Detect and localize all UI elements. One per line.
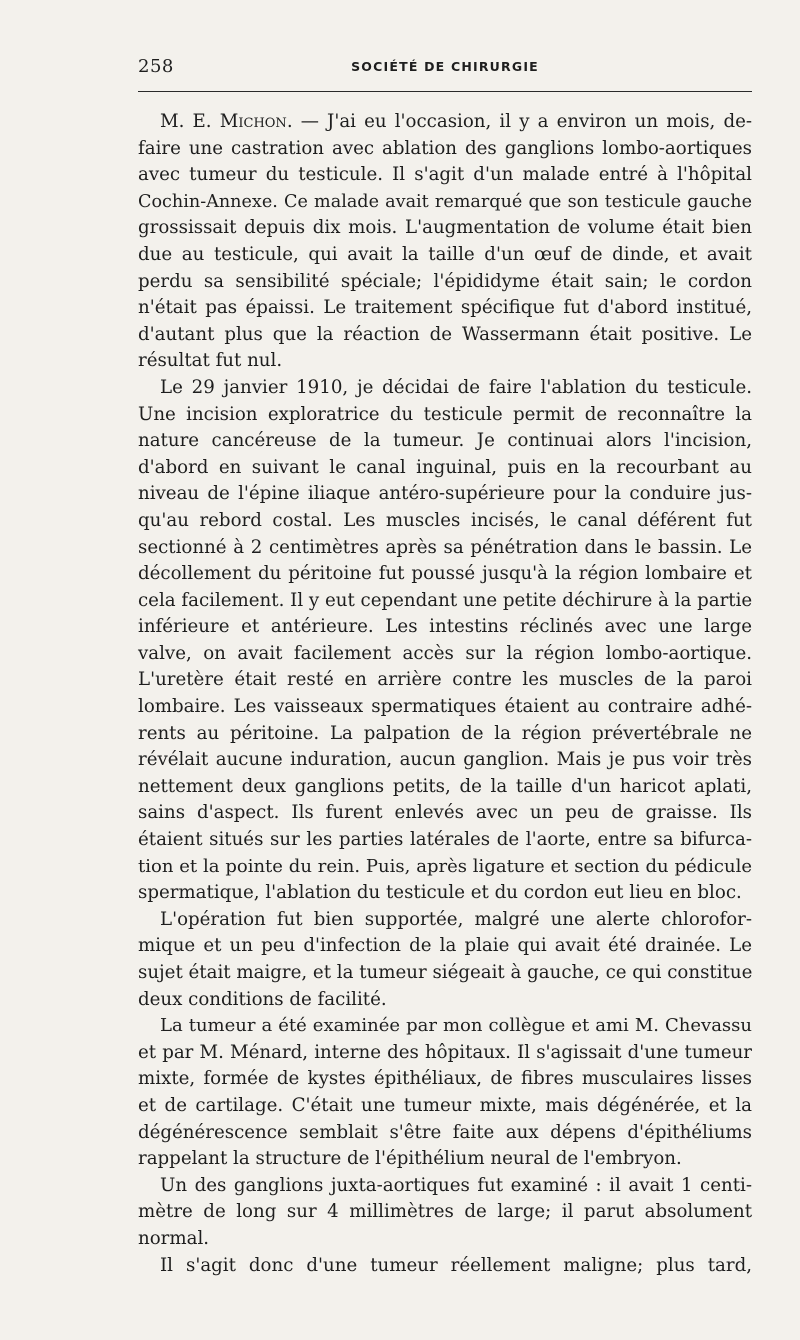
text-line: cela facilement. Il y eut cependant une petite déchirure à la partie bbox=[138, 589, 753, 611]
text-line: Il s'agit donc d'une tumeur réellement maligne; plus tard, bbox=[160, 1254, 752, 1276]
text-line: qu'au rebord costal. Les muscles incisés, le canal déférent fut bbox=[138, 509, 752, 531]
text-line: mique et un peu d'infection de la plaie qui avait été drainée. Le bbox=[138, 935, 752, 957]
text-line: mixte, formée de kystes épithéliaux, de fibres musculaires lisses bbox=[138, 1068, 752, 1090]
text-line-content: . — J'ai eu l'occasion, il y a environ un mois, de- bbox=[286, 111, 752, 132]
text-line: L'uretère était resté en arrière contre les muscles de la paroi bbox=[138, 669, 752, 691]
text-line: décollement du péritoine fut poussé jusqu'à la région lombaire et bbox=[138, 563, 752, 585]
text-line: sujet était maigre, et la tumeur siégeait à gauche, ce qui constitue bbox=[138, 962, 753, 983]
text-line: Un des ganglions juxta-aortiques fut examiné : il avait 1 centi- bbox=[160, 1174, 752, 1196]
text-line: résultat fut nul. bbox=[138, 350, 283, 372]
text-line: sectionné à 2 centimètres après sa pénétration dans le bassin. Le bbox=[138, 536, 752, 558]
page-number: 258 bbox=[138, 56, 174, 77]
text-line: Cochin-Annexe. Ce malade avait remarqué que son testicule gauche bbox=[138, 191, 752, 212]
text-line: tion et la pointe du rein. Puis, après ligature et section du pédicule bbox=[138, 855, 752, 877]
text-line: inférieure et antérieure. Les intestins réclinés avec une large bbox=[138, 616, 752, 638]
text-line: L'opération fut bien supportée, malgré une alerte chlorofor- bbox=[160, 908, 752, 930]
text-line: nettement deux ganglions petits, de la taille d'un haricot aplati, bbox=[138, 775, 752, 797]
text-line: La tumeur a été examinée par mon collègue et ami M. Chevassu bbox=[160, 1015, 752, 1037]
text-line: normal. bbox=[138, 1227, 210, 1249]
text-line: Une incision exploratrice du testicule permit de reconnaître la bbox=[138, 403, 752, 425]
text-line: et de cartilage. C'était une tumeur mixte, mais dégénérée, et la bbox=[138, 1094, 752, 1116]
text-line: révélait aucune induration, aucun ganglion. Mais je pus voir très bbox=[138, 749, 752, 771]
text-line: avec tumeur du testicule. Il s'agit d'un malade entré à l'hôpital bbox=[138, 164, 752, 186]
text-line: rappelant la structure de l'épithélium neural de l'embryon. bbox=[138, 1148, 682, 1170]
text-line: faire une castration avec ablation des ganglions lombo-aortiques bbox=[138, 137, 752, 159]
text-line: perdu sa sensibilité spéciale; l'épididyme était sain; le cordon bbox=[138, 270, 752, 292]
text-line: valve, on avait facilement accès sur la région lombo-aortique. bbox=[138, 642, 752, 664]
text-line: spermatique, l'ablation du testicule et du cordon eut lieu en bloc. bbox=[138, 882, 742, 904]
text-line: Le 29 janvier 1910, je décidai de faire l'ablation du testicule. bbox=[160, 376, 752, 398]
text-line: d'autant plus que la réaction de Wassermann était positive. Le bbox=[138, 323, 752, 345]
header-rule bbox=[138, 91, 752, 92]
body-text bbox=[138, 109, 752, 1279]
text-line: grossissait depuis dix mois. L'augmentation de volume était bien bbox=[138, 217, 752, 239]
text-line: sains d'aspect. Ils furent enlevés avec un peu de graisse. Ils bbox=[138, 802, 752, 824]
text-line: niveau de l'épine iliaque antéro-supérieure pour la conduire jus- bbox=[138, 483, 752, 505]
text-line: lombaire. Les vaisseaux spermatiques étaient au contraire adhé- bbox=[138, 696, 752, 718]
text-line: d'abord en suivant le canal inguinal, puis en la recourbant au bbox=[138, 456, 752, 478]
text-line: deux conditions de facilité. bbox=[138, 988, 387, 1010]
text-line: nature cancéreuse de la tumeur. Je continuai alors l'incision, bbox=[138, 430, 752, 452]
speaker-initial: M. E. bbox=[160, 111, 220, 132]
text-line: rents au péritoine. La palpation de la région prévertébrale ne bbox=[138, 722, 752, 744]
text-line: n'était pas épaissi. Le traitement spécifique fut d'abord institué, bbox=[138, 297, 752, 319]
text-line: dégénérescence semblait s'être faite aux dépens d'épithéliums bbox=[138, 1121, 752, 1143]
text-line: et par M. Ménard, interne des hôpitaux. Il s'agissait d'une tumeur bbox=[138, 1041, 752, 1063]
text-line: mètre de long sur 4 millimètres de large; il parut absolument bbox=[138, 1201, 752, 1223]
speaker-name: Michon bbox=[219, 111, 287, 132]
text-line: due au testicule, qui avait la taille d'un œuf de dinde, et avait bbox=[138, 243, 752, 265]
running-title: SOCIÉTÉ DE CHIRURGIE bbox=[351, 59, 539, 74]
running-header bbox=[138, 56, 752, 80]
text-line bbox=[138, 109, 752, 136]
text-line: étaient situés sur les parties latérales de l'aorte, entre sa bifurca- bbox=[138, 829, 752, 851]
